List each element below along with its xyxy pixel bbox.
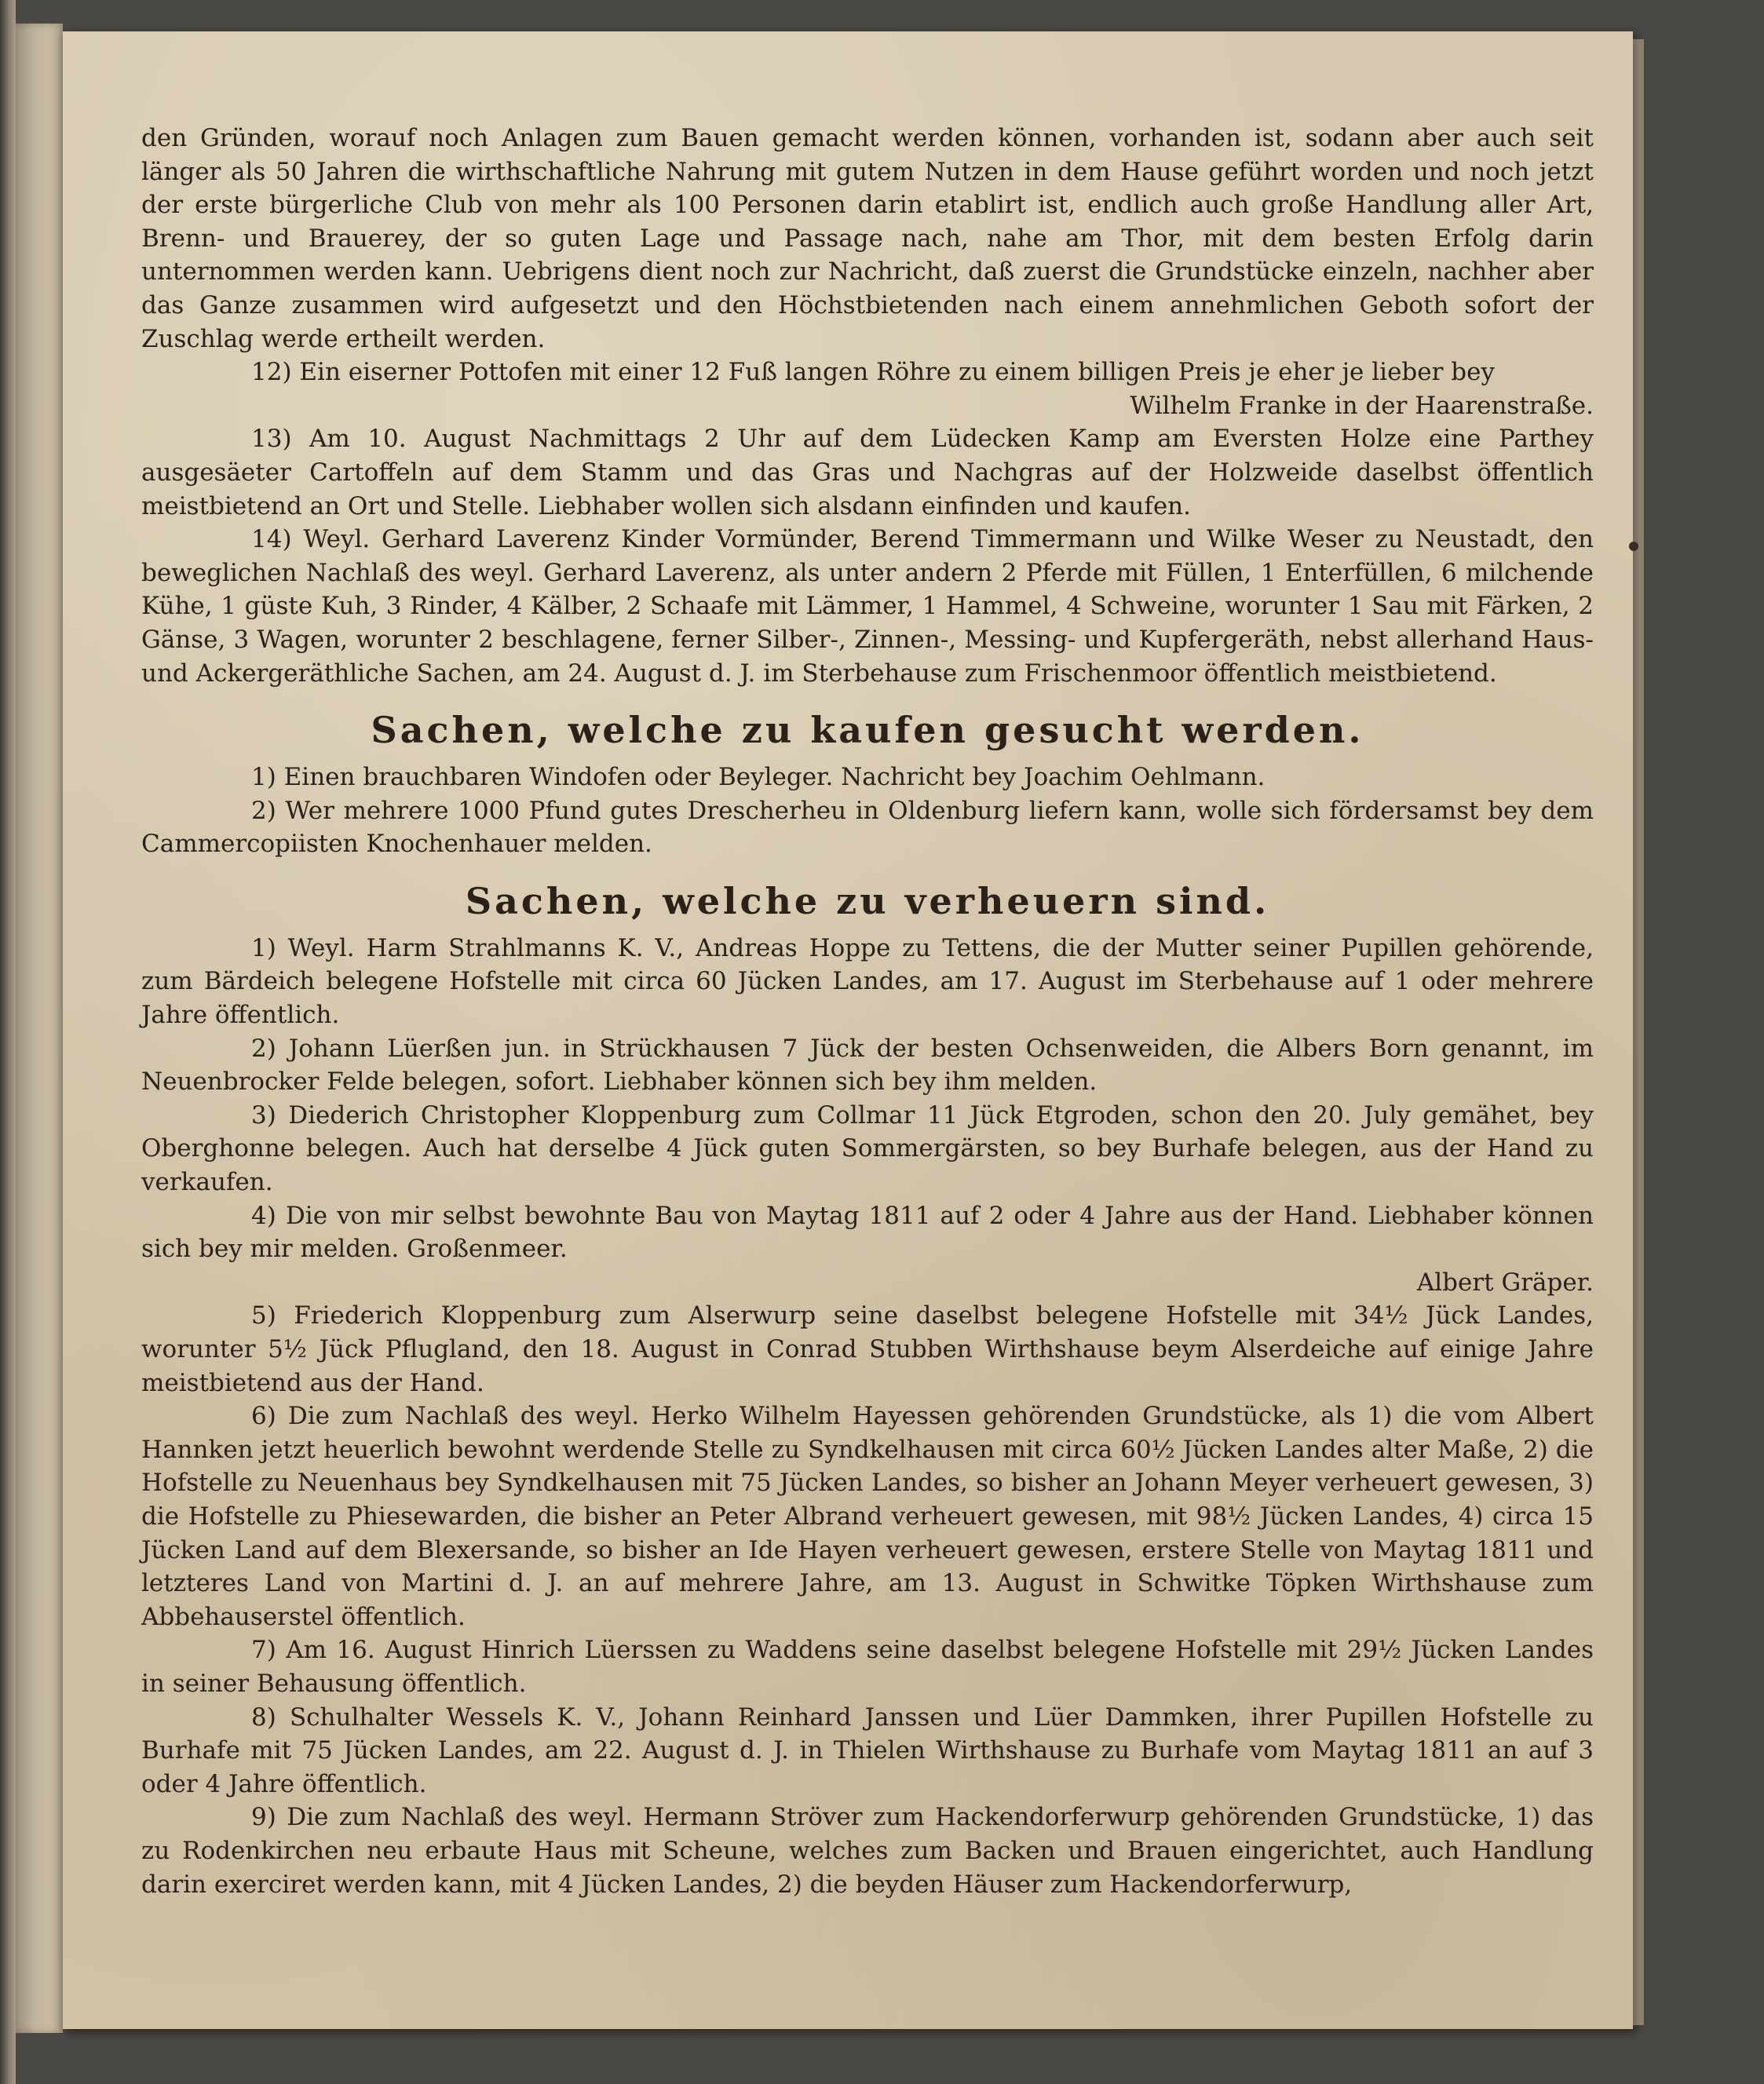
paragraph-verheuern-2: 2) Johann Lüerßen jun. in Strückhausen 7 Jück der besten Ochsenweiden, die Albers Born genannt, im Neuenbrocker Felde belegen, sofort. Liebhaber können sich bey ihm melden. [141, 1034, 1594, 1097]
ink-spot [1629, 542, 1638, 551]
paragraph-verheuern-8: 8) Schulhalter Wessels K. V., Johann Reinhard Janssen und Lüer Dammken, ihrer Pupillen Hofstelle zu Burhafe mit 75 Jücken Landes, am 22. August d. J. in Thielen Wirthshause zu Burhafe vom Maytag 1811 an auf 3 oder 4 Jahre öffentlich. [141, 1703, 1594, 1798]
paragraph-item-14: 14) Weyl. Gerhard Laverenz Kinder Vormünder, Berend Timmermann und Wilke Weser zu Neustadt, den beweglichen Nachlaß des weyl. Gerhard Laverenz, als unter andern 2 Pferde mit Füllen, 1 Enterfüllen, 6 milchende Kühe, 1 güste Kuh, 3 Rinder, 4 Kälber, 2 Schaafe mit Lämmer, 1 Hammel, 4 Schweine, worunter 1 Sau mit Färken, 2 Gänse, 3 Wagen, worunter 2 beschlagene, ferner Silber-, Zinnen-, Messing- und Kupfergeräth, nebst allerhand Haus- und Ackergeräthliche Sachen, am 24. August d. J. im Sterbehause zum Frischenmoor öffentlich meistbietend. [141, 525, 1594, 688]
paragraph-kaufen-2: 2) Wer mehrere 1000 Pfund gutes Drescherheu in Oldenburg liefern kann, wolle sich fördersamst bey dem Cammercopiisten Knochenhauer melden. [141, 796, 1594, 859]
paragraph-verheuern-1: 1) Weyl. Harm Strahlmanns K. V., Andreas Hoppe zu Tettens, die der Mutter seiner Pupillen gehörende, zum Bärdeich belegene Hofstelle mit circa 60 Jücken Landes, am 17. August im Sterbehause auf 1 oder mehrere Jahre öffentlich. [141, 933, 1594, 1030]
section-heading-kaufen: Sachen, welche zu kaufen gesucht werden. [371, 709, 1364, 752]
paragraph-verheuern-9: 9) Die zum Nachlaß des weyl. Hermann Ströver zum Hackendorferwurp gehörenden Grundstücke, 1) das zu Rodenkirchen neu erbaute Haus mit Scheune, welches zum Backen und Brauen eingerichtet, auch Handlung darin exerciret werden kann, mit 4 Jücken Landes, 2) die beyden Häuser zum Hackendorferwurp, [141, 1803, 1594, 1899]
signature-franke: Wilhelm Franke in der Haarenstraße. [1130, 391, 1594, 420]
page-right-edge [1633, 39, 1644, 2025]
paragraph-verheuern-4: 4) Die von mir selbst bewohnte Bau von Maytag 1811 auf 2 oder 4 Jahre aus der Hand. Liebhaber können sich bey mir melden. Großenmeer. [141, 1201, 1594, 1264]
paragraph-verheuern-3: 3) Diederich Christopher Kloppenburg zum Collmar 11 Jück Etgroden, schon den 20. July gemähet, bey Oberghonne belegen. Auch hat derselbe 4 Jück guten Sommergärsten, so bey Burhafe belegen, aus der Hand zu verkaufen. [141, 1100, 1594, 1197]
book-gutter [16, 24, 63, 2033]
page-text [141, 122, 1594, 1901]
page-left-edge [0, 0, 16, 2084]
signature-graeper: Albert Gräper. [1416, 1268, 1594, 1297]
paragraph-item-12: 12) Ein eiserner Pottofen mit einer 12 Fuß langen Röhre zu einem billigen Preis je eher je lieber bey [251, 358, 1495, 387]
paragraph-kaufen-1: 1) Einen brauchbaren Windofen oder Beyleger. Nachricht bey Joachim Oehlmann. [251, 763, 1265, 792]
section-heading-verheuern: Sachen, welche zu verheuern sind. [465, 879, 1270, 922]
paragraph-item-13: 13) Am 10. August Nachmittags 2 Uhr auf dem Lüdecken Kamp am Eversten Holze eine Parthey ausgesäeter Cartoffeln auf dem Stamm und das Gras und Nachgras auf der Holzweide daselbst öffentlich meistbietend an Ort und Stelle. Liebhaber wollen sich alsdann einfinden und kaufen. [141, 425, 1594, 520]
paragraph-continuation: den Gründen, worauf noch Anlagen zum Bauen gemacht werden können, vorhanden ist, sodann aber auch seit länger als 50 Jahren die wirthschaftliche Nahrung mit gutem Nutzen in dem Hause geführt worden und noch jetzt der erste bürgerliche Club von mehr als 100 Personen darin etablirt ist, endlich auch große Handlung aller Art, Brenn- und Brauerey, der so guten Lage und Passage nach, nahe am Thor, mit dem besten Erfolg darin unternommen werden kann. Uebrigens dient noch zur Nachricht, daß zuerst die Grundstücke einzeln, nachher aber das Ganze zusammen wird aufgesetzt und den Höchstbietenden nach einem annehmlichen Geboth sofort der Zuschlag werde ertheilt werden. [141, 124, 1594, 353]
paragraph-verheuern-7: 7) Am 16. August Hinrich Lüerssen zu Waddens seine daselbst belegene Hofstelle mit 29½ Jücken Landes in seiner Behausung öffentlich. [141, 1636, 1594, 1698]
paragraph-verheuern-5: 5) Friederich Kloppenburg zum Alserwurp seine daselbst belegene Hofstelle mit 34½ Jück Landes, worunter 5½ Jück Pflugland, den 18. August in Conrad Stubben Wirthshause beym Alserdeiche auf einige Jahre meistbietend aus der Hand. [141, 1301, 1594, 1397]
paragraph-verheuern-6: 6) Die zum Nachlaß des weyl. Herko Wilhelm Hayessen gehörenden Grundstücke, als 1) die vom Albert Hannken jetzt heuerlich bewohnt werdende Stelle zu Syndkelhausen mit circa 60½ Jücken Landes alter Maße, 2) die Hofstelle zu Neuenhaus bey Syndkelhausen mit 75 Jücken Landes, so bisher an Johann Meyer verheuert gewesen, 3) die Hofstelle zu Phiesewarden, die bisher an Peter Albrand verheuert gewesen, mit 98½ Jücken Landes, 4) circa 15 Jücken Land auf dem Blexersande, so bisher an Ide Hayen verheuert gewesen, erstere Stelle von Maytag 1811 und letzteres Land von Martini d. J. an auf mehrere Jahre, am 13. August in Schwitke Töpken Wirthshause zum Abbehauserstel öffentlich. [141, 1402, 1594, 1631]
document-page [63, 31, 1633, 2029]
